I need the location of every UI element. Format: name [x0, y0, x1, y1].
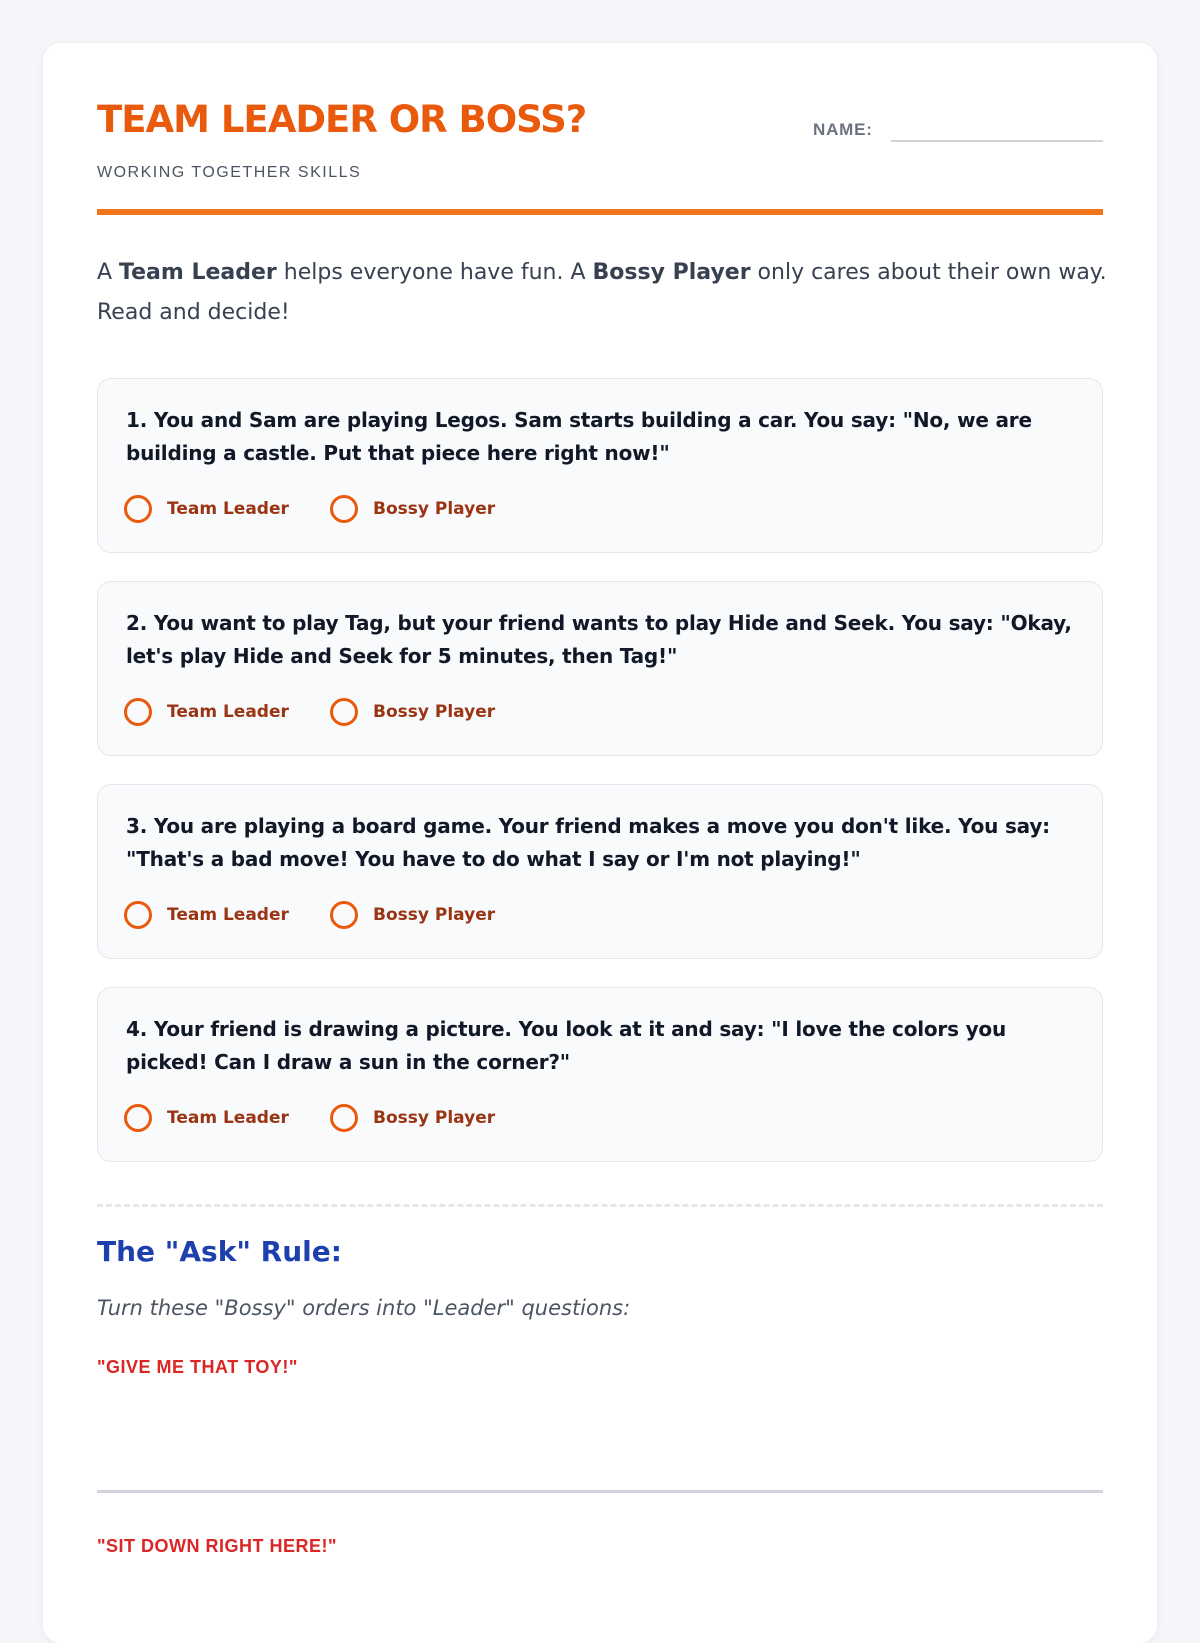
bossy-order-2: "SIT DOWN RIGHT HERE!" — [97, 1536, 338, 1556]
section-divider — [97, 1204, 1103, 1207]
intro-part-3: only cares about their own way. Read and decide! — [97, 260, 1107, 325]
radio-button[interactable] — [330, 901, 358, 929]
option-bossy-player[interactable] — [330, 1101, 495, 1135]
option-label: Team Leader — [167, 702, 289, 722]
radio-button[interactable] — [330, 1104, 358, 1132]
option-team-leader[interactable] — [124, 898, 289, 932]
question-text: 1. You and Sam are playing Legos. Sam starts building a car. You say: "No, we are building a castle. Put that piece here right now!" — [126, 408, 1032, 465]
question-card-2 — [97, 581, 1103, 756]
intro-term-bossy-player: Bossy Player — [592, 260, 751, 285]
radio-button[interactable] — [124, 495, 152, 523]
ask-rule-title: The "Ask" Rule: — [97, 1235, 342, 1268]
option-team-leader[interactable] — [124, 1101, 289, 1135]
header-divider — [97, 209, 1103, 215]
radio-button[interactable] — [330, 495, 358, 523]
option-team-leader[interactable] — [124, 695, 289, 729]
page-subtitle: WORKING TOGETHER SKILLS — [97, 164, 362, 181]
question-text: 3. You are playing a board game. Your friend makes a move you don't like. You say: "That's a bad move! You have to do what I say or I'm not playing!" — [126, 814, 1050, 871]
question-card-4 — [97, 987, 1103, 1162]
radio-button[interactable] — [124, 901, 152, 929]
question-card-1 — [97, 378, 1103, 553]
worksheet-page — [43, 43, 1157, 1643]
radio-button[interactable] — [330, 698, 358, 726]
bossy-order-1: "GIVE ME THAT TOY!" — [97, 1357, 298, 1377]
option-team-leader[interactable] — [124, 492, 289, 526]
option-label: Team Leader — [167, 905, 289, 925]
option-label: Bossy Player — [373, 499, 496, 519]
option-label: Bossy Player — [373, 905, 496, 925]
option-label: Bossy Player — [373, 1108, 496, 1128]
name-field[interactable] — [891, 140, 1103, 142]
page-title: TEAM LEADER OR BOSS? — [97, 98, 587, 141]
option-bossy-player[interactable] — [330, 492, 495, 526]
intro-term-team-leader: Team Leader — [119, 260, 277, 285]
answer-line-1[interactable] — [97, 1490, 1103, 1493]
intro-text — [97, 253, 1117, 333]
option-label: Bossy Player — [373, 702, 496, 722]
ask-rule-instruction: Turn these "Bossy" orders into "Leader" questions: — [97, 1296, 631, 1320]
option-label: Team Leader — [167, 1108, 289, 1128]
intro-part-1: A — [97, 260, 120, 285]
option-label: Team Leader — [167, 499, 289, 519]
option-bossy-player[interactable] — [330, 898, 495, 932]
option-bossy-player[interactable] — [330, 695, 495, 729]
intro-part-2: helps everyone have fun. A — [276, 260, 593, 285]
radio-button[interactable] — [124, 1104, 152, 1132]
radio-button[interactable] — [124, 698, 152, 726]
name-label: NAME: — [813, 120, 873, 139]
question-text: 2. You want to play Tag, but your friend wants to play Hide and Seek. You say: "Okay, let's play Hide and Seek for 5 minutes, then Tag!" — [126, 611, 1072, 668]
question-card-3 — [97, 784, 1103, 959]
question-text: 4. Your friend is drawing a picture. You look at it and say: "I love the colors you picked! Can I draw a sun in the corner?" — [126, 1017, 1006, 1074]
